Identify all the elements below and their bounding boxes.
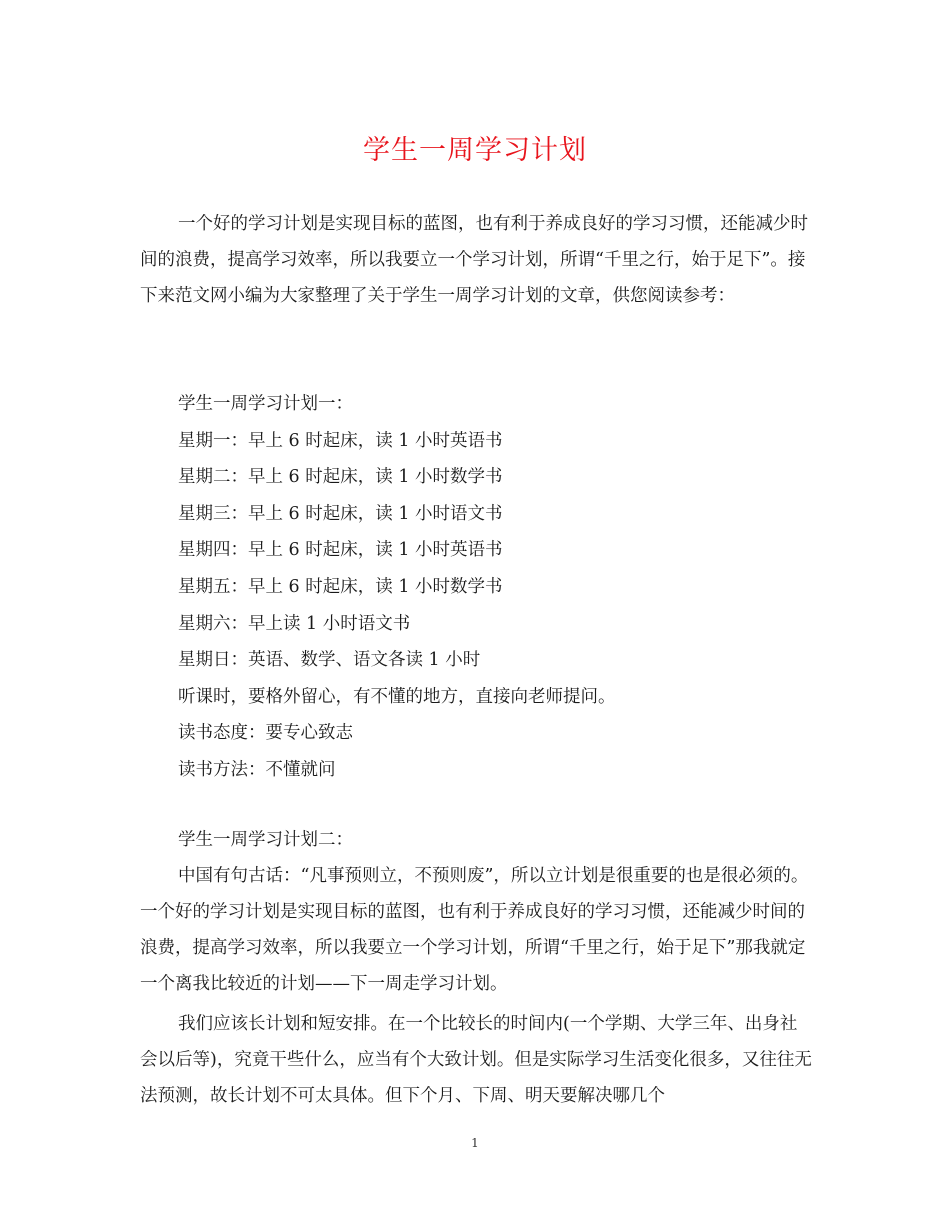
page-number: 1: [471, 1136, 479, 1150]
plan-one-item: 星期六：早上读 1 小时语文书: [178, 613, 411, 634]
plan-two-heading: 学生一周学习计划二：: [178, 830, 353, 850]
plan-one-item: 听课时，要格外留心，有不懂的地方，直接向老师提问。: [178, 686, 616, 707]
plan-one-item: 读书态度：要专心致志: [178, 723, 353, 744]
plan-one-item: 星期二：早上 6 时起床，读 1 小时数学书: [178, 467, 503, 488]
intro-section: [140, 206, 812, 314]
plan-one-item: 星期一：早上 6 时起床，读 1 小时英语书: [178, 430, 503, 451]
plan-two-paragraph: 我们应该长计划和短安排。在一个比较长的时间内(一个学期、大学三年、出身社会以后等)，究竟干些什么，应当有个大致计划。但是实际学习生活变化很多，又往往无法预测，故长计划不可太具体。但下个月、下周、明天要解决哪几个: [140, 1014, 812, 1106]
plan-one-item: 星期日：英语、数学、语文各读 1 小时: [178, 650, 481, 671]
plan-one-section: [140, 386, 812, 789]
plan-one-item: 星期四：早上 6 时起床，读 1 小时英语书: [178, 540, 503, 561]
plan-one-item: 读书方法：不懂就问: [178, 759, 336, 780]
plan-two-section: [140, 822, 812, 1114]
plan-one-item: 星期五：早上 6 时起床，读 1 小时数学书: [178, 576, 503, 597]
plan-one-heading: 学生一周学习计划一：: [178, 394, 353, 414]
document-title: 学生一周学习计划: [363, 135, 587, 166]
intro-paragraph: 一个好的学习计划是实现目标的蓝图，也有利于养成良好的学习习惯，还能减少时间的浪费，提高学习效率，所以我要立一个学习计划，所谓“千里之行，始于足下”。接下来范文网小编为大家整理了关于学生一周学习计划的文章，供您阅读参考：: [140, 214, 808, 306]
plan-one-item: 星期三：早上 6 时起床，读 1 小时语文书: [178, 503, 503, 524]
plan-two-paragraph: 中国有句古话：“凡事预则立，不预则废”，所以立计划是很重要的也是很必须的。一个好的学习计划是实现目标的蓝图，也有利于养成良好的学习习惯，还能减少时间的浪费，提高学习效率，所以我要立一个学习计划，所谓“千里之行，始于足下”那我就定一个离我比较近的计划——下一周走学习计划。: [140, 866, 809, 994]
